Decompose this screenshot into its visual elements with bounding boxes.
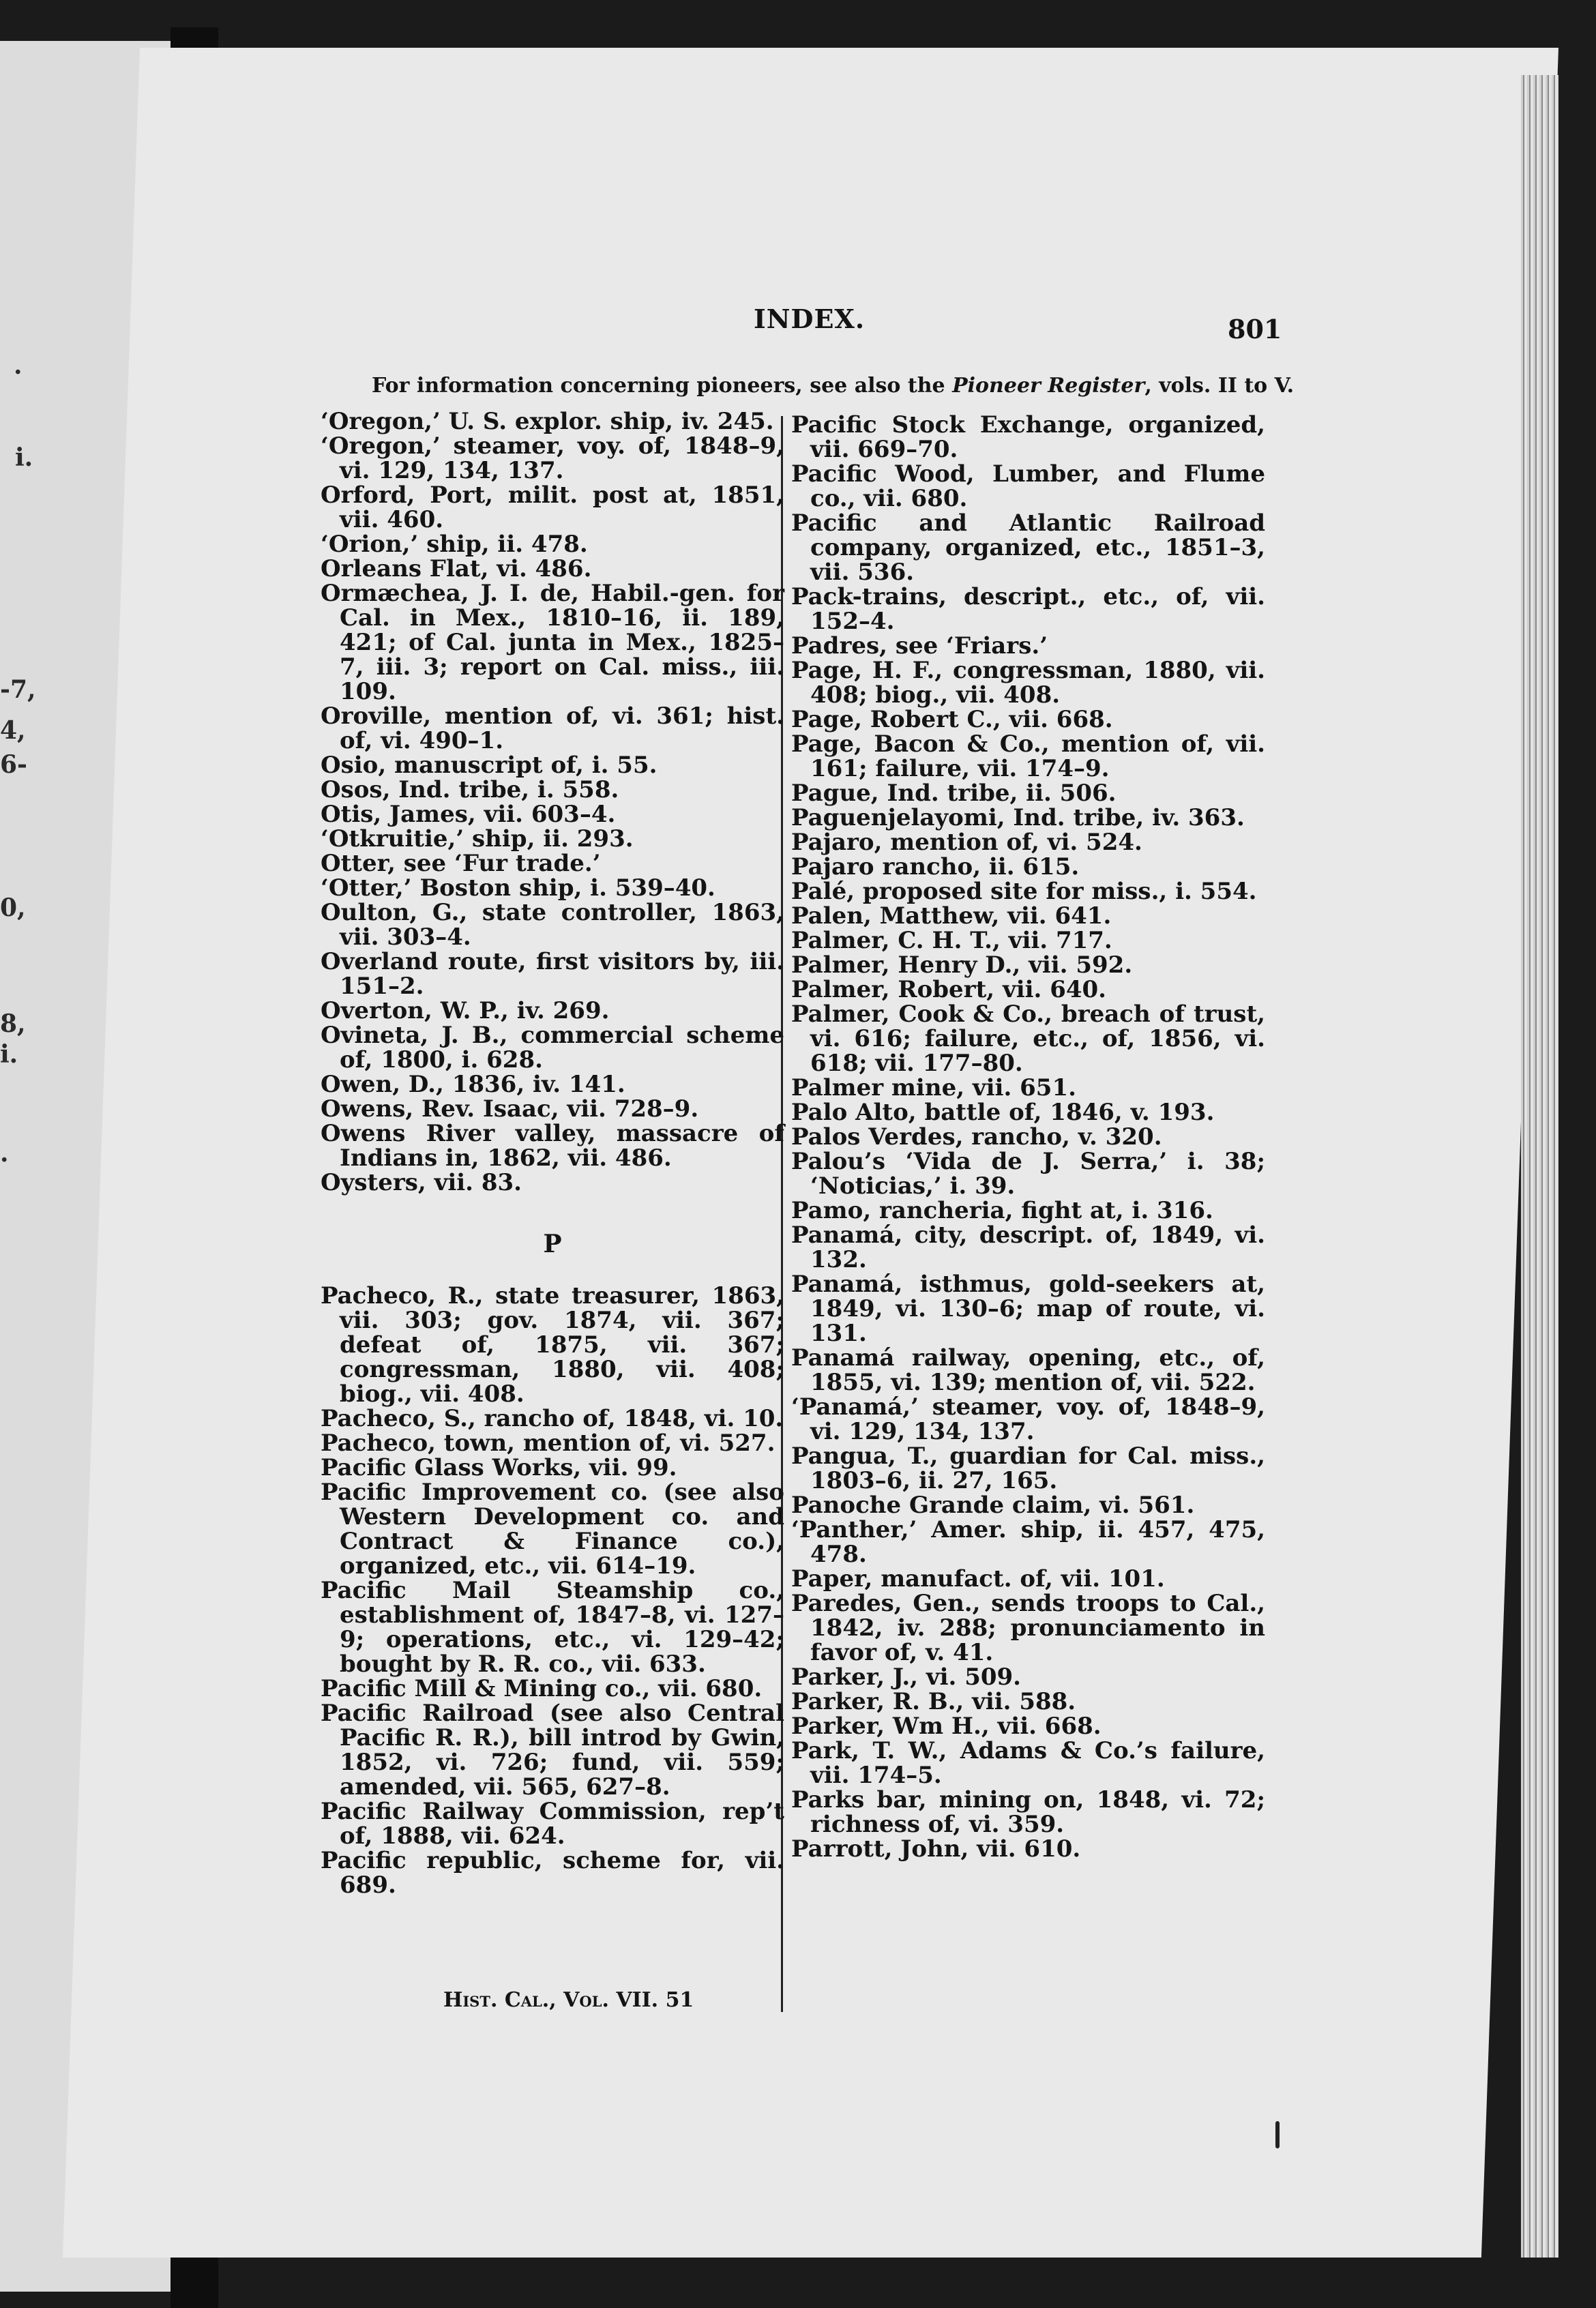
facing-page-fragment: 0, [0,893,26,922]
facing-page-fragment: i. [0,1040,18,1069]
pioneer-register-note [372,374,1295,398]
index-entry: Pajaro, mention of, vi. 524. [791,829,1142,856]
index-entry: Pacific Mill & Mining co., vii. 680. [321,1675,763,1702]
index-entry: Oroville, mention of, vi. 361; hist. of, vi. 490–1. [321,702,784,754]
index-entry: Pacific Glass Works, vii. 99. [321,1454,677,1481]
signature-footer: Hist. Cal., Vol. VII. 51 [443,1988,694,2012]
facing-page-fragment: 4, [0,716,26,745]
index-entry: Owens, Rev. Isaac, vii. 728–9. [321,1095,699,1123]
index-entry: Pacheco, town, mention of, vi. 527. [321,1430,775,1457]
index-entry: Otter, see ‘Fur trade.’ [321,850,601,877]
facing-page-fragment: 6- [0,750,27,779]
index-entry: Oulton, G., state controller, 1863, vii. 303–4. [321,899,784,951]
facing-page-fragment: -7, [0,675,36,704]
facing-page-fragment: i. [15,443,33,472]
index-entry: Osos, Ind. tribe, i. 558. [321,776,619,803]
index-entry: Palmer, Cook & Co., breach of trust, vi. 616; failure, etc., of, 1856, vi. 618; vii. 177–80. [791,1001,1265,1077]
index-entry: Parker, R. B., vii. 588. [791,1688,1076,1715]
index-entry: Pacific Stock Exchange, organized, vii. 669–70. [791,411,1265,463]
index-entry: Palmer, C. H. T., vii. 717. [791,927,1112,954]
index-entry: Palmer, Robert, vii. 640. [791,976,1107,1003]
facing-page-fragment: 8, [0,1009,26,1038]
facing-page-fragment: . [14,351,23,380]
index-entry: Panamá railway, opening, etc., of, 1855, vi. 139; mention of, vii. 522. [791,1344,1265,1396]
index-entry: Pacheco, R., state treasurer, 1863, vii. 303; gov. 1874, vii. 367; defeat of, 1875, vii. 367; congressman, 1880, vii. 408; biog., vii. 408. [321,1282,784,1408]
right-index-column [791,413,1265,1861]
index-entry: Pacific Mail Steamship co., establishment of, 1847–8, vi. 127–9; operations, etc., vi. 129–42; bought by R. R. co., vii. 633. [321,1577,784,1678]
left-index-column [321,409,784,1897]
index-entry: Oysters, vii. 83. [321,1169,522,1196]
index-entry: Orleans Flat, vi. 486. [321,555,592,582]
index-entry: Palmer, Henry D., vii. 592. [791,951,1133,979]
index-entry: Palé, proposed site for miss., i. 554. [791,878,1257,905]
index-entry: Palo Alto, battle of, 1846, v. 193. [791,1099,1215,1126]
index-entry: ‘Oregon,’ U. S. explor. ship, iv. 245. [321,408,774,435]
index-entry: Pacheco, S., rancho of, 1848, vi. 10. [321,1405,784,1432]
index-entry: Palos Verdes, rancho, v. 320. [791,1123,1162,1151]
index-entry: Page, H. F., congressman, 1880, vii. 408; biog., vii. 408. [791,657,1265,709]
index-entry: Osio, manuscript of, i. 55. [321,752,657,779]
index-entry: Paredes, Gen., sends troops to Cal., 1842, iv. 288; pronunciamento in favor of, v. 41. [791,1590,1265,1666]
index-entry: Owen, D., 1836, iv. 141. [321,1071,625,1098]
index-entry: Pamo, rancheria, fight at, i. 316. [791,1197,1213,1224]
section-letter-heading: P [543,1230,562,1258]
index-entry: ‘Oregon,’ steamer, voy. of, 1848–9, vi. 129, 134, 137. [321,432,784,484]
index-entry: Pacific Wood, Lumber, and Flume co., vii. 680. [791,460,1265,512]
index-entry: Page, Robert C., vii. 668. [791,706,1113,733]
index-entry: Parker, J., vi. 509. [791,1663,1022,1691]
index-entry: ‘Panamá,’ steamer, voy. of, 1848–9, vi. 129, 134, 137. [791,1393,1265,1445]
index-entry: Panamá, isthmus, gold-seekers at, 1849, vi. 130–6; map of route, vi. 131. [791,1271,1265,1347]
note-text-end: , vols. II to V. [1144,374,1295,398]
index-entry: ‘Orion,’ ship, ii. 478. [321,531,588,558]
index-entry: Parrott, John, vii. 610. [791,1835,1081,1863]
index-entry: Ovineta, J. B., commercial scheme of, 1800, i. 628. [321,1022,784,1074]
facing-page-fragment: . [0,1139,9,1168]
page-title: INDEX. [754,304,866,334]
index-entry: ‘Otter,’ Boston ship, i. 539–40. [321,874,715,902]
index-entry: Parks bar, mining on, 1848, vi. 72; richness of, vi. 359. [791,1786,1265,1838]
note-italic-title: Pioneer Register [952,374,1145,398]
index-entry: Pacific Improvement co. (see also Western Development co. and Contract & Finance co.), organized, etc., vii. 614–19. [321,1479,784,1580]
index-entry: Padres, see ‘Friars.’ [791,632,1048,660]
index-entry: Page, Bacon & Co., mention of, vii. 161; failure, vii. 174–9. [791,730,1265,782]
index-entry: Pangua, T., guardian for Cal. miss., 1803–6, ii. 27, 165. [791,1442,1265,1494]
index-entry: Overland route, first visitors by, iii. 151–2. [321,948,784,1000]
index-entry: Overton, W. P., iv. 269. [321,997,610,1024]
index-entry: Pacific republic, scheme for, vii. 689. [321,1847,784,1899]
index-entry: Pacific and Atlantic Railroad company, organized, etc., 1851–3, vii. 536. [791,509,1265,586]
index-entry: Parker, Wm H., vii. 668. [791,1713,1102,1740]
index-entry: ‘Otkruitie,’ ship, ii. 293. [321,825,634,853]
index-entry: Palou’s ‘Vida de J. Serra,’ i. 38; ‘Noticias,’ i. 39. [791,1148,1265,1200]
index-entry: Park, T. W., Adams & Co.’s failure, vii. 174–5. [791,1737,1265,1789]
index-entry: Palen, Matthew, vii. 641. [791,902,1112,930]
index-entry: Pacific Railway Commission, rep’t of, 1888, vii. 624. [321,1798,784,1850]
index-entry: ‘Panther,’ Amer. ship, ii. 457, 475, 478. [791,1516,1265,1568]
page-number: 801 [1228,314,1282,344]
ink-speck [1275,2121,1280,2148]
index-entry: Panamá, city, descript. of, 1849, vi. 132. [791,1222,1265,1273]
index-entry: Panoche Grande claim, vi. 561. [791,1492,1195,1519]
index-entry: Pague, Ind. tribe, ii. 506. [791,780,1117,807]
index-entry: Ormæchea, J. I. de, Habil.-gen. for Cal. in Mex., 1810–16, ii. 189, 421; of Cal. junta in Mex., 1825–7, iii. 3; report on Cal. miss., iii. 109. [321,580,784,705]
index-entry: Pack-trains, descript., etc., of, vii. 152–4. [791,583,1265,635]
index-entry: Paguenjelayomi, Ind. tribe, iv. 363. [791,804,1245,831]
index-entry: Otis, James, vii. 603–4. [321,801,616,828]
index-entry: Owens River valley, massacre of Indians in, 1862, vii. 486. [321,1120,784,1172]
note-text: For information concerning pioneers, see also the [372,374,953,398]
index-entry: Pacific Railroad (see also Central Pacific R. R.), bill introd by Gwin, 1852, vi. 726; fund, vii. 559; amended, vii. 565, 627–8. [321,1700,784,1801]
page-edges [1521,75,1558,2258]
index-entry: Paper, manufact. of, vii. 101. [791,1565,1165,1593]
index-entry: Orford, Port, milit. post at, 1851, vii. 460. [321,482,784,533]
index-entry: Pajaro rancho, ii. 615. [791,853,1080,881]
index-entry: Palmer mine, vii. 651. [791,1074,1076,1101]
